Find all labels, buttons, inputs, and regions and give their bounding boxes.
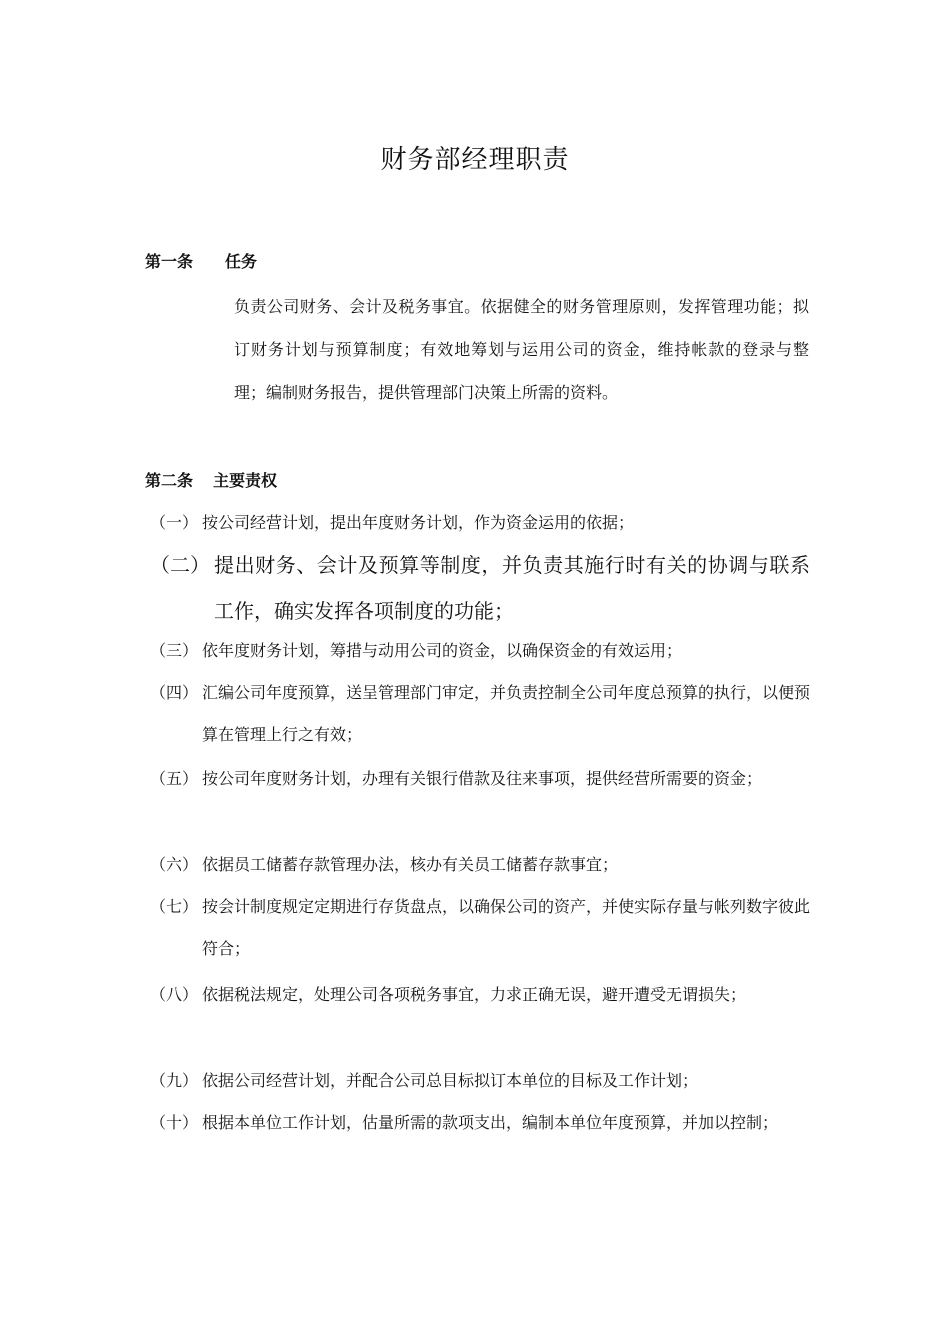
list-item-number: （八）: [150, 985, 199, 1004]
list-item: [150, 974, 810, 1016]
list-item: [150, 844, 810, 886]
article-2-heading: [145, 469, 277, 493]
list-item-text: 依年度财务计划，筹措与动用公司的资金，以确保资金的有效运用；: [202, 641, 683, 660]
list-item-number: （十）: [150, 1113, 199, 1132]
list-item-text: 根据本单位工作计划，估量所需的款项支出，编制本单位年度预算，并加以控制；: [202, 1113, 779, 1132]
list-item-text: 汇编公司年度预算，送呈管理部门审定，并负责控制全公司年度总预算的执行，以便预算在管理上行之有效；: [202, 683, 811, 744]
list-item-number: （六）: [150, 855, 199, 874]
list-item-number: （二）: [150, 553, 210, 577]
list-item-number: （四）: [150, 683, 199, 702]
list-item: [150, 672, 810, 756]
article-2-number: 第二条: [145, 471, 194, 490]
list-item-text: 依据税法规定，处理公司各项税务事宜，力求正确无误，避开遭受无谓损失；: [202, 985, 747, 1004]
list-item-number: （五）: [150, 769, 199, 788]
article-1-number: 第一条: [145, 252, 194, 271]
list-item-number: （九）: [150, 1071, 199, 1090]
list-item: [150, 502, 810, 544]
article-1-heading: [145, 250, 257, 274]
article-2-name: 主要责权: [213, 471, 278, 490]
list-item-text: 依据公司经营计划，并配合公司总目标拟订本单位的目标及工作计划；: [202, 1071, 699, 1090]
list-item-number: （七）: [150, 897, 199, 916]
list-item-number: （三）: [150, 641, 199, 660]
list-item-text: 依据员工储蓄存款管理办法，核办有关员工储蓄存款事宜；: [202, 855, 619, 874]
document-title: 财务部经理职责: [380, 145, 570, 175]
list-item-text: 按会计制度规定定期进行存货盘点，以确保公司的资产，并使实际存量与帐列数字彼此符合；: [202, 897, 811, 958]
list-item: [150, 886, 810, 970]
article-1-paragraph: 负责公司财务、会计及税务事宜。依据健全的财务管理原则，发挥管理功能；拟订财务计划与预算制度；有效地筹划与运用公司的资金，维持帐款的登录与整理；编制财务报告，提供管理部门决策上所需的资料。: [234, 297, 809, 402]
list-item: [150, 1060, 810, 1102]
list-item: [150, 542, 810, 634]
list-item-text: 按公司年度财务计划，办理有关银行借款及往来事项，提供经营所需要的资金；: [202, 769, 763, 788]
list-item-text: 按公司经营计划，提出年度财务计划，作为资金运用的依据；: [202, 513, 635, 532]
list-item: [150, 1102, 810, 1144]
article-1-name: 任务: [225, 252, 258, 271]
list-item-number: （一）: [150, 513, 199, 532]
list-item: [150, 630, 810, 672]
list-item-text: 提出财务、会计及预算等制度，并负责其施行时有关的协调与联系工作，确实发挥各项制度的功能；: [214, 553, 810, 623]
list-item: [150, 758, 810, 800]
